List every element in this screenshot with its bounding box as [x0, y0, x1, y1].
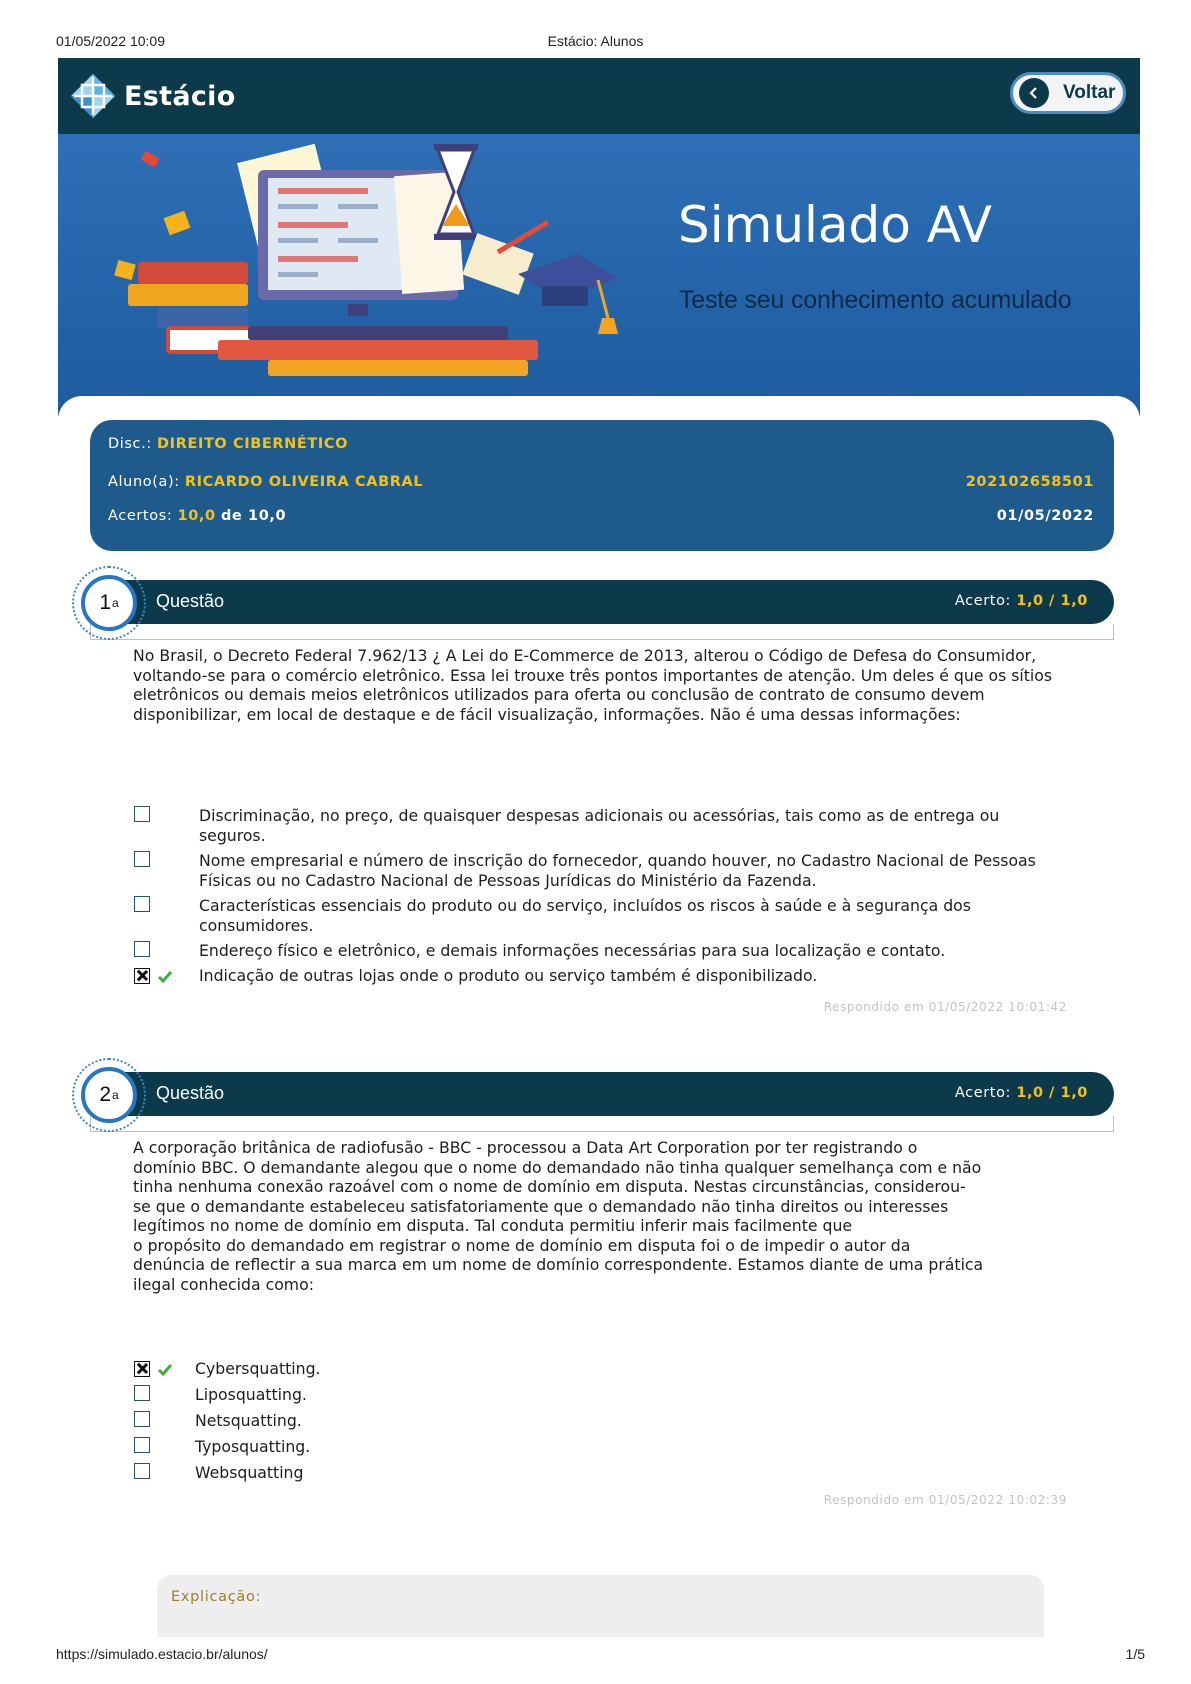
score-row — [108, 508, 1094, 530]
question-2-text-line: denúncia de reflectir a sua marca em um nome de domínio correspondente. Estamos diante de uma prática — [133, 1255, 984, 1274]
question-2-text-line: tinha nenhuma conexão razoável com o nome de domínio em disputa. Nestas circunstâncias, considerou- — [133, 1177, 966, 1196]
question-2-divider — [90, 1116, 1114, 1132]
question-2-option-1-checkbox[interactable] — [134, 1361, 150, 1377]
discipline-value: DIREITO CIBERNÉTICO — [157, 436, 349, 452]
question-2-option-2-checkbox[interactable] — [134, 1385, 150, 1401]
question-1-option-3[interactable]: Características essenciais do produto ou do serviço, incluídos os riscos à saúde e à segurança dos consumidores. — [199, 896, 971, 935]
estacio-logo[interactable] — [70, 72, 236, 120]
print-header — [0, 33, 1191, 53]
question-1-option-5-checkbox[interactable] — [134, 968, 150, 984]
banner-illustration — [98, 142, 658, 392]
question-2-option-4-checkbox[interactable] — [134, 1437, 150, 1453]
score-of: de 10,0 — [220, 508, 287, 524]
score-label: Acertos: — [108, 508, 173, 524]
back-button[interactable] — [1010, 72, 1126, 114]
question-1-option-1-checkbox[interactable] — [134, 806, 150, 822]
print-page-number: 1/5 — [1125, 1646, 1145, 1662]
student-label: Aluno(a): — [108, 474, 180, 490]
question-1-score-value: 1,0 — [1016, 593, 1044, 609]
green-check-icon — [157, 1363, 173, 1377]
question-2-number-sup: a — [112, 1088, 119, 1102]
print-url: https://simulado.estacio.br/alunos/ — [56, 1646, 268, 1662]
question-1-divider — [90, 624, 1114, 640]
question-2-text-line: se que o demandante estabeleceu satisfatoriamente que o demandado não tinha direitos ou interesses — [133, 1196, 949, 1216]
question-2-option-5[interactable]: Websquatting — [195, 1463, 304, 1482]
question-1-text: No Brasil, o Decreto Federal 7.962/13 ¿ A Lei do E-Commerce de 2013, alterou o Código de Defesa do Consumidor, voltando-se para o comércio eletrônico. Essa lei trouxe três pontos importantes de atenção. Um deles é que os sítios eletrônicos ou demais meios eletrônicos utilizados para oferta ou conclusão de contrato de consumo devem disponibilizar, em local de destaque e de fácil visualização, informações. Não é uma dessas informações: — [133, 646, 1053, 724]
question-1-option-2-checkbox[interactable] — [134, 851, 150, 867]
back-button-label: Voltar — [1063, 82, 1116, 103]
question-1-option-4-checkbox[interactable] — [134, 941, 150, 957]
question-2-text-line: domínio BBC. O demandante alegou que o nome do demandado não tinha qualquer semelhança com e não — [133, 1157, 982, 1177]
estacio-logo-icon — [70, 73, 116, 119]
question-2-number-badge — [81, 1067, 137, 1123]
student-name: RICARDO OLIVEIRA CABRAL — [184, 474, 424, 490]
question-2-option-5-checkbox[interactable] — [134, 1463, 150, 1479]
discipline-row — [108, 436, 1094, 458]
chevron-left-icon — [1019, 78, 1049, 108]
top-bar — [58, 58, 1140, 134]
question-2-score-label: Acerto: — [954, 1085, 1012, 1101]
explanation-box — [157, 1575, 1044, 1637]
exam-info-card — [90, 420, 1114, 551]
question-2-text — [133, 1138, 1093, 1294]
logo-text: Estácio — [124, 80, 236, 112]
question-1-header — [108, 580, 1114, 624]
question-1-option-3-checkbox[interactable] — [134, 896, 150, 912]
question-1-option-2[interactable]: Nome empresarial e número de inscrição do fornecedor, quando houver, no Cadastro Nacional de Pessoas Físicas ou no Cadastro Nacional de Pessoas Jurídicas do Ministério da Fazenda. — [199, 851, 1036, 890]
question-1-number-sup: a — [112, 596, 119, 610]
discipline-label: Disc.: — [108, 436, 152, 452]
question-2-label: Questão — [156, 1083, 225, 1103]
question-2-text-line: o propósito do demandado em registrar o nome de domínio em disputa foi o de impedir o autor da — [133, 1235, 911, 1255]
question-1-option-1[interactable]: Discriminação, no preço, de quaisquer despesas adicionais ou acessórias, tais como as de entrega ou seguros. — [199, 806, 1000, 845]
banner-curve — [58, 396, 1140, 416]
question-2-option-3-checkbox[interactable] — [134, 1411, 150, 1427]
banner-title: Simulado AV — [678, 196, 992, 254]
banner-subtitle: Teste seu conhecimento acumulado — [679, 286, 1072, 314]
question-2-option-3[interactable]: Netsquatting. — [195, 1411, 302, 1430]
question-1-number: 1 — [99, 591, 111, 614]
question-2-header — [108, 1072, 1114, 1116]
question-2-option-2[interactable]: Liposquatting. — [195, 1385, 307, 1404]
hero-banner — [58, 134, 1140, 416]
question-2-score-value: 1,0 — [1016, 1085, 1044, 1101]
exam-date: 01/05/2022 — [996, 508, 1094, 524]
question-2-number: 2 — [99, 1083, 111, 1106]
question-2-option-1[interactable]: Cybersquatting. — [195, 1359, 321, 1378]
question-1-score-total: / 1,0 — [1048, 593, 1088, 609]
question-2-text-line: legítimos no nome de domínio em disputa. Tal conduta permitiu inferir mais facilmente que — [133, 1216, 853, 1235]
student-row — [108, 474, 1094, 496]
question-2-text-line: ilegal conhecida como: — [133, 1274, 314, 1294]
question-1-score-label: Acerto: — [954, 593, 1012, 609]
score-value: 10,0 — [177, 508, 216, 524]
question-2-answered-at: Respondido em 01/05/2022 10:02:39 — [823, 1493, 1067, 1507]
explanation-label: Explicação: — [171, 1589, 262, 1605]
print-datetime: 01/05/2022 10:09 — [56, 33, 165, 49]
print-window-title: Estácio: Alunos — [547, 33, 644, 49]
question-1-label: Questão — [156, 591, 225, 611]
question-2-option-4[interactable]: Typosquatting. — [195, 1437, 311, 1456]
question-2-text-line: A corporação britânica de radiofusão - BBC - processou a Data Art Corporation por ter registrando o — [133, 1138, 918, 1157]
question-1-number-badge — [81, 575, 137, 631]
question-1-score — [955, 593, 1088, 609]
student-id: 202102658501 — [965, 474, 1094, 490]
question-2-score — [955, 1085, 1088, 1101]
question-1-option-5[interactable]: Indicação de outras lojas onde o produto ou serviço também é disponibilizado. — [199, 966, 818, 985]
question-1-option-4[interactable]: Endereço físico e eletrônico, e demais informações necessárias para sua localização e contato. — [199, 941, 946, 960]
green-check-icon — [157, 970, 173, 984]
question-2-score-total: / 1,0 — [1048, 1085, 1088, 1101]
question-1-answered-at: Respondido em 01/05/2022 10:01:42 — [823, 1000, 1067, 1014]
